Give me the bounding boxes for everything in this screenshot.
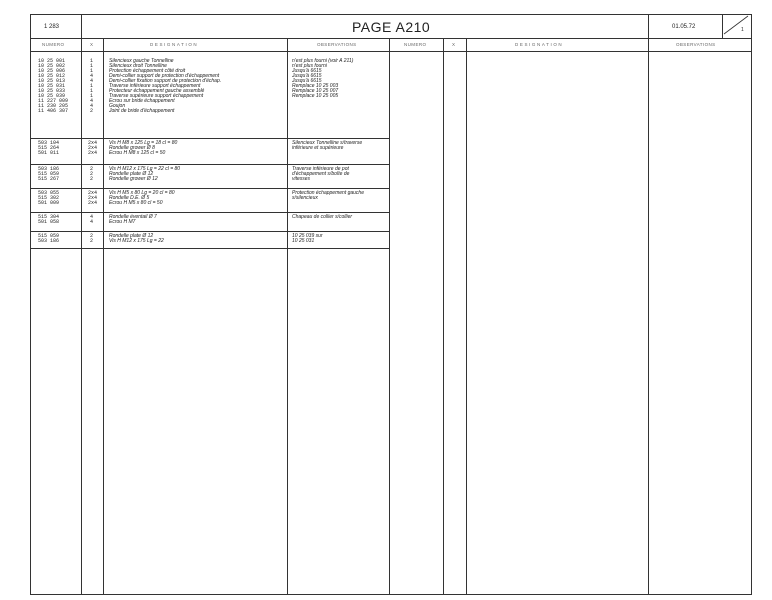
part-ref: 515 264 — [38, 145, 60, 151]
colhead-designation: DESIGNATION — [150, 42, 199, 47]
qty: 2x4 — [88, 150, 98, 156]
designation: Ecrou H M7 — [109, 219, 136, 225]
observation: Jusqu'à 6615 — [292, 73, 322, 79]
part-ref: 503 186 — [38, 238, 60, 244]
part-ref: 515 304 — [38, 214, 60, 220]
observation: n'est plus fourni (voir A 211) — [292, 58, 354, 64]
colhead-x-2: X — [452, 42, 456, 47]
part-ref: 10 25 006 — [38, 68, 66, 74]
part-designations — [109, 59, 221, 114]
group-separator — [30, 231, 389, 232]
frame-bottom — [30, 594, 752, 595]
designation: Joint de bride d'échappement — [109, 108, 175, 114]
part-ref: 501 058 — [38, 219, 60, 225]
part-ref: 10 25 031 — [38, 83, 66, 89]
part-ref: 503 186 — [38, 166, 60, 172]
qty: 2 — [90, 233, 94, 239]
part-refs — [38, 215, 59, 225]
part-ref: 10 25 039 — [38, 93, 66, 99]
designation: Demi-collier support de protection d'échappement — [109, 73, 220, 79]
col-divider-5 — [443, 38, 444, 594]
col-divider-3 — [287, 38, 288, 594]
observation: Silencieux Tonnelline s/traverse — [292, 140, 363, 146]
part-ref: 515 059 — [38, 233, 60, 239]
part-ref: 515 302 — [38, 195, 60, 201]
qty: 2x4 — [88, 140, 98, 146]
part-ref: 515 059 — [38, 171, 60, 177]
part-qty — [88, 191, 97, 206]
sheet-corner-mark — [722, 14, 752, 38]
sheet-number: 1 — [741, 27, 744, 33]
observation: Remplace 10 25 007 — [292, 88, 339, 94]
observation: 10 25 031 — [292, 238, 315, 244]
colhead-observations-2: OBSERVATIONS — [676, 42, 716, 47]
qty: 1 — [90, 58, 94, 64]
qty: 1 — [90, 63, 94, 69]
group-separator — [30, 248, 389, 249]
part-qty — [88, 141, 97, 156]
observation: Protection échappement gauche — [292, 190, 364, 196]
observation: Jusqu'à 6615 — [292, 78, 322, 84]
observation: Traverse inférieure de pot — [292, 166, 349, 172]
colhead-bottom-line — [30, 51, 752, 52]
designation: Rondelle grower Ø 12 — [109, 176, 158, 182]
col-divider-2 — [103, 38, 104, 594]
qty: 2 — [90, 176, 94, 182]
col-divider-4 — [389, 38, 390, 594]
part-ref: 10 25 002 — [38, 63, 66, 69]
qty: 2x4 — [88, 200, 98, 206]
part-designations — [109, 234, 164, 244]
designation: Goujon — [109, 103, 126, 109]
header-divider-left — [81, 14, 82, 38]
part-ref: 10 25 033 — [38, 88, 66, 94]
part-qty — [90, 167, 93, 182]
qty: 2 — [90, 108, 94, 114]
header-bottom-line — [30, 38, 752, 39]
designation: Vis H M12 x 175 Lg = 22 cl = 80 — [109, 166, 181, 172]
part-observations — [292, 141, 362, 151]
part-designations — [109, 191, 175, 206]
part-ref: 501 011 — [38, 150, 60, 156]
qty: 2x4 — [88, 195, 98, 201]
observation: 10 25 039 sur — [292, 233, 323, 239]
colhead-x: X — [90, 42, 94, 47]
part-designations — [109, 167, 180, 182]
designation: Vis H M5 x 80 Lg = 20 cl = 80 — [109, 190, 175, 196]
part-ref: 11 230 205 — [38, 103, 69, 109]
part-ref: 10 25 012 — [38, 73, 66, 79]
col-divider-1 — [81, 38, 82, 594]
part-refs — [38, 167, 59, 182]
designation: Rondelle éventail Ø 7 — [109, 214, 157, 220]
designation: Ecrou H M5 x 80 cl = 50 — [109, 200, 163, 206]
group-separator — [30, 138, 389, 139]
qty: 2 — [90, 171, 94, 177]
group-separator — [30, 188, 389, 189]
part-qty — [90, 59, 93, 114]
designation: Protection échappement côté droit — [109, 68, 186, 74]
part-designations — [109, 141, 177, 156]
part-observations — [292, 191, 364, 201]
observation: d'échappement s/boîte de — [292, 171, 350, 177]
qty: 4 — [90, 78, 94, 84]
qty: 2x4 — [88, 145, 98, 151]
designation: Silencieux droit Tonnelline — [109, 63, 167, 69]
qty: 4 — [90, 73, 94, 79]
part-ref: 10 25 013 — [38, 78, 66, 84]
part-observations — [292, 234, 323, 244]
qty: 2x4 — [88, 190, 98, 196]
part-ref: 503 055 — [38, 190, 60, 196]
qty: 4 — [90, 219, 94, 225]
frame-left — [30, 14, 31, 594]
colhead-numero: NUMERO — [42, 42, 65, 47]
colhead-observations: OBSERVATIONS — [317, 42, 357, 47]
designation: Rondelle plate Ø 12 — [109, 233, 154, 239]
designation: Demi-collier fixation support de protection d'échap. — [109, 78, 222, 84]
frame-right — [751, 14, 752, 594]
designation: Silencieux gauche Tonnelline — [109, 58, 174, 64]
qty: 1 — [90, 83, 94, 89]
group-separator — [30, 164, 389, 165]
designation: Rondelle grower Ø 8 — [109, 145, 155, 151]
header-divider-date — [648, 14, 649, 38]
part-ref: 10 25 001 — [38, 58, 66, 64]
qty: 1 — [90, 93, 94, 99]
part-qty — [90, 234, 93, 244]
qty: 1 — [90, 88, 94, 94]
qty: 2 — [90, 166, 94, 172]
designation: Vis H M8 x 125 Lg = 18 cl = 80 — [109, 140, 178, 146]
part-refs — [38, 191, 59, 206]
colhead-designation-2: DESIGNATION — [515, 42, 564, 47]
colhead-numero-2: NUMERO — [404, 42, 427, 47]
col-divider-7 — [648, 38, 649, 594]
observation: n'est plus fourni — [292, 63, 327, 69]
part-observations — [292, 59, 353, 99]
group-separator — [30, 212, 389, 213]
qty: 4 — [90, 98, 94, 104]
header-date: 01.05.72 — [672, 24, 696, 30]
designation: Traverse inférieure support échappement — [109, 83, 201, 89]
part-ref: 11 406 307 — [38, 108, 69, 114]
part-ref: 515 267 — [38, 176, 60, 182]
part-ref: 503 104 — [38, 140, 60, 146]
observation: s/silencieux — [292, 195, 318, 201]
part-qty — [90, 215, 93, 225]
observation: Remplace 10 25 003 — [292, 83, 339, 89]
col-divider-6 — [466, 38, 467, 594]
part-refs — [38, 59, 68, 114]
qty: 4 — [90, 214, 94, 220]
observation: vitesses — [292, 176, 311, 182]
designation: Ecrou H M8 x 125 cl = 50 — [109, 150, 166, 156]
part-ref: 501 009 — [38, 200, 60, 206]
qty: 4 — [90, 103, 94, 109]
observation: Remplace 10 25 005 — [292, 93, 339, 99]
observation: Jusqu'à 6615 — [292, 68, 322, 74]
part-refs — [38, 141, 59, 156]
designation: Protecteur échappement gauche assemblé — [109, 88, 205, 94]
designation: Rondelle D.E. Ø 5 — [109, 195, 150, 201]
part-observations — [292, 215, 352, 220]
designation: Rondelle plate Ø 12 — [109, 171, 154, 177]
frame-top — [30, 14, 752, 15]
qty: 2 — [90, 238, 94, 244]
header-left-code: 1 283 — [44, 24, 60, 30]
observation: Chapeau de collier s/collier — [292, 214, 353, 220]
observation: inférieure et supérieure — [292, 145, 344, 151]
designation: Vis H M12 x 175 Lg = 22 — [109, 238, 164, 244]
designation: Traverse supérieure support échappement — [109, 93, 204, 99]
part-observations — [292, 167, 349, 182]
part-designations — [109, 215, 157, 225]
part-refs — [38, 234, 59, 244]
page-title: PAGE A210 — [352, 19, 431, 35]
designation: Ecrou sur bride échappement — [109, 98, 175, 104]
part-ref: 11 227 009 — [38, 98, 69, 104]
qty: 1 — [90, 68, 94, 74]
